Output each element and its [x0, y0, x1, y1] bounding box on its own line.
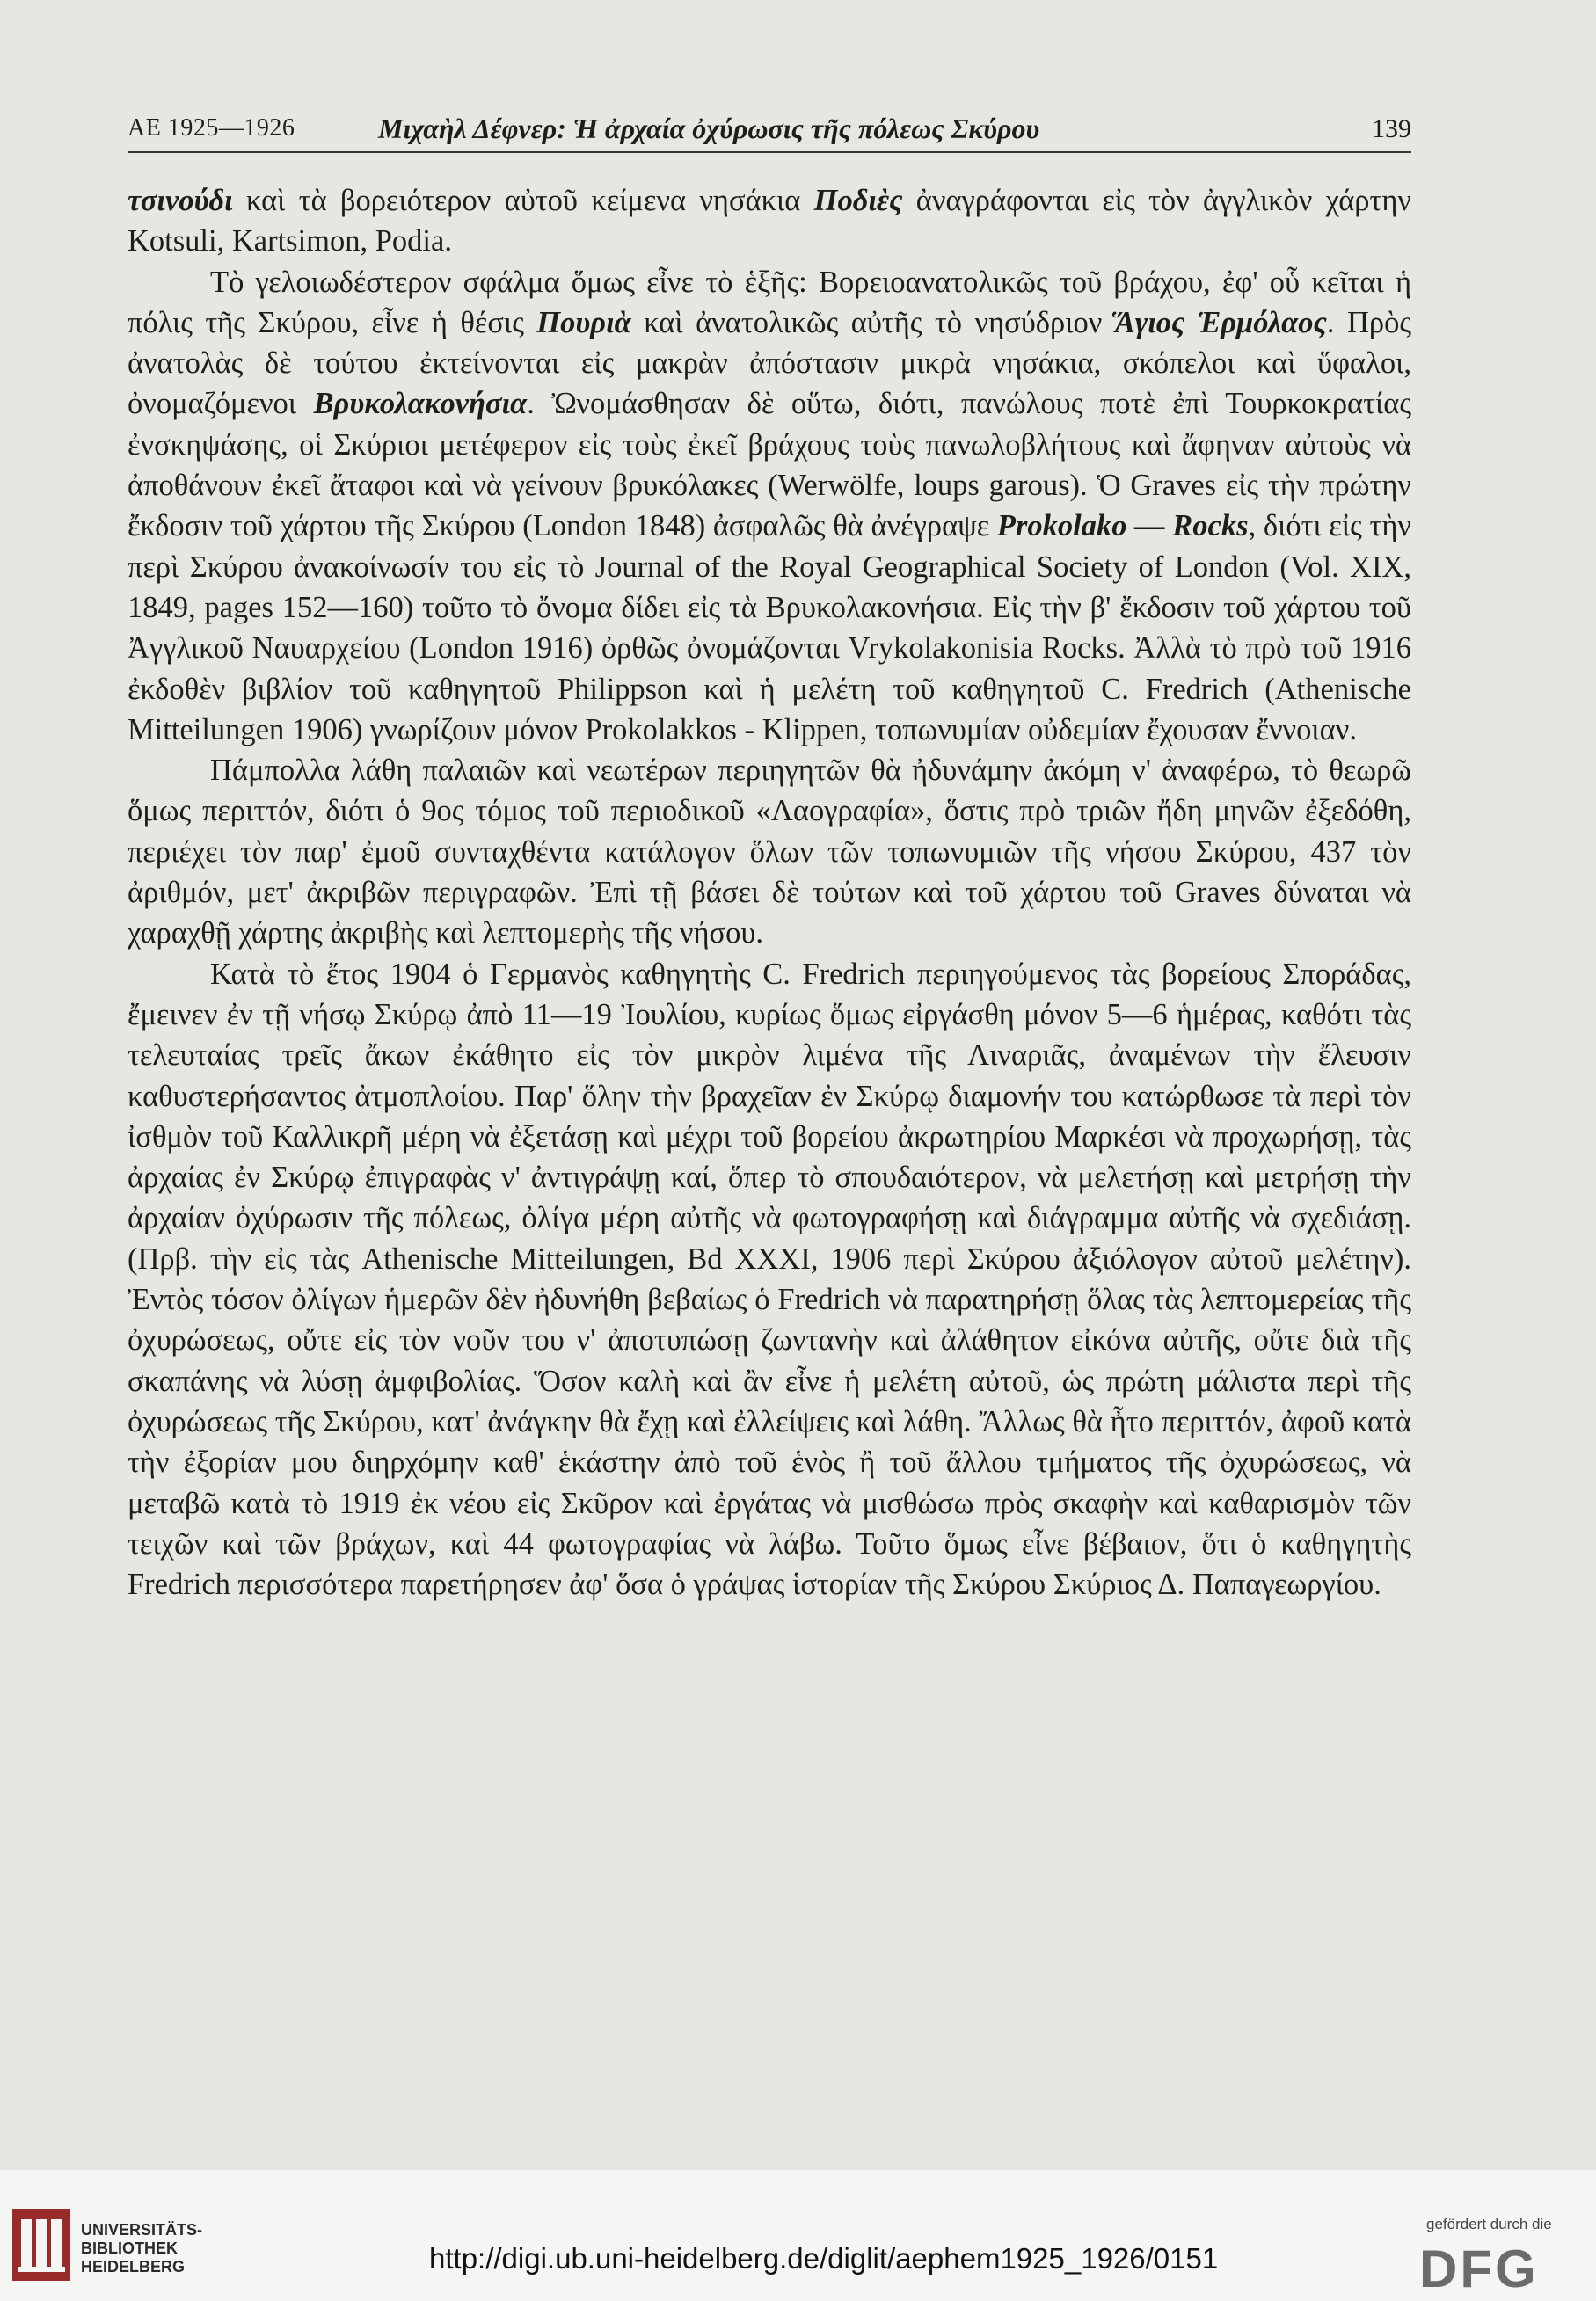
institution-line: UNIVERSITÄTS- — [81, 2221, 203, 2239]
page-number: 139 — [1372, 114, 1411, 143]
place-name: Ἅγιος Ἑρμόλαος — [1114, 305, 1327, 339]
paragraph-1 — [128, 180, 1411, 262]
text-run: καὶ ἀνατολικῶς αὐτῆς τὸ νησύδριον — [630, 305, 1115, 339]
text-run: , διότι εἰς τὴν περὶ Σκύρου ἀνακοίνωσίν του εἰς τὸ Journal of the Royal Geographical Society of London (Vol. XIX, 1849, pages 152—160) τοῦτο τὸ ὄνομα δίδει εἰς τὰ Βρυκολακονήσια. Εἰς τὴν β' ἔκδοσιν τοῦ χάρτου τοῦ Ἀγγλικοῦ Ναυαρχείου (London 1916) ὀρθῶς ὀνομάζονται Vrykolakonisia Rocks. Ἀλλὰ τὸ πρὸ τοῦ 1916 ἐκδοθὲν βιβλίον τοῦ καθηγητοῦ Philippson καὶ ἡ μελέτη τοῦ καθηγητοῦ C. Fredrich (Athenische Mitteilungen 1906) γνωρίζουν μόνον Prokolakkos - Klippen, τοπωνυμίαν οὐδεμίαν ἔχουσαν ἔννοιαν. — [128, 509, 1411, 746]
institution-line: BIBLIOTHEK — [81, 2239, 178, 2257]
place-name: τσινούδι — [128, 184, 233, 217]
dfg-logo: DFG — [1419, 2239, 1539, 2298]
text-run: Τὸ γελοιωδέστερον σφάλμα ὅμως εἶνε τὸ ἑξῆς: Βορειοανατολικῶς τοῦ βράχου, ἐφ' οὗ κεῖται ἡ πόλις τῆς Σκύρου, εἶνε ἡ θέσις — [128, 265, 1411, 339]
place-name: Prokolako — Rocks — [996, 509, 1249, 543]
paragraph-4: Κατὰ τὸ ἔτος 1904 ὁ Γερμανὸς καθηγητὴς C. Fredrich περιηγούμενος τὰς βορείους Σποράδας, ἔμεινεν ἐν τῇ νήσῳ Σκύρῳ ἀπὸ 11—19 Ἰουλίου, κυρίως ὅμως εἰργάσθη μόνον 5—6 ἡμέρας, καθότι τὰς τελευταίας τρεῖς ἄκων ἐκάθητο εἰς τὸν μικρὸν λιμένα τῆς Λιναριᾶς, ἀναμένων τὴν ἔλευσιν καθυστερήσαντος ἀτμοπλοίου. Παρ' ὅλην τὴν βραχεῖαν ἐν Σκύρῳ διαμονήν του κατώρθωσε τὰ περὶ τὸν ἰσθμὸν τοῦ Καλλικρῆ μέρη νὰ ἐξετάσῃ καὶ μέχρι τοῦ βορείου ἀκρωτηρίου Μαρκέσι νὰ προχωρήσῃ, τὰς ἀρχαίας ἐν Σκύρῳ ἐπιγραφὰς ν' ἀντιγράψῃ καί, ὅπερ τὸ σπουδαιότερον, νὰ μελετήσῃ καὶ μετρήσῃ τὴν ἀρχαίαν ὀχύρωσιν τῆς πόλεως, ὀλίγα μέρη αὐτῆς νὰ φωτογραφήσῃ καὶ διάγραμμα αὐτῆς νὰ σχεδιάσῃ. (Πρβ. τὴν εἰς τὰς Athenische Mitteilungen, Bd XXXI, 1906 περὶ Σκύρου ἀξιόλογον αὐτοῦ μελέτην). Ἐντὸς τόσον ὀλίγων ἡμερῶν δὲν ἠδυνήθη βεβαίως ὁ Fredrich νὰ παρατηρήσῃ ὅλας τὰς λεπτομερείας τῆς ὀχυρώσεως, οὔτε εἰς τὸν νοῦν του ν' ἀποτυπώσῃ ζωντανὴν καὶ ἀλάθητον εἰκόνα αὐτῆς, οὔτε διὰ τῆς σκαπάνης νὰ λύσῃ ἀμφιβολίας. Ὅσον καλὴ καὶ ἂν εἶνε ἡ μελέτη αὐτοῦ, ὡς πρώτη μάλιστα περὶ τῆς ὀχυρώσεως τῆς Σκύρου, κατ' ἀνάγκην θὰ ἔχῃ καὶ ἐλλείψεις καὶ λάθη. Ἄλλως θὰ ἦτο περιττόν, ἀφοῦ κατὰ τὴν ἐξορίαν μου διηρχόμην καθ' ἑκάστην ἀπὸ τοῦ ἑνὸς ἢ τοῦ ἄλλου τμήματος τῆς ὀχυρώσεως, νὰ μεταβῶ κατὰ τὸ 1919 ἐκ νέου εἰς Σκῦρον καὶ ἐργάτας νὰ μισθώσω πρὸς σκαφὴν καὶ καθαρισμὸν τῶν τειχῶν καὶ τῶν βράχων, καὶ 44 φωτογραφίας νὰ λάβω. Τοῦτο ὅμως εἶνε βέβαιον, ὅτι ὁ καθηγητὴς Fredrich περισσότερα παρετήρησεν ἀφ' ὅσα ὁ γράψας ἱστορίαν τῆς Σκύρου Σκύριος Δ. Παπαγεωργίου. — [128, 957, 1411, 1602]
place-name: Ποδιὲς — [813, 184, 903, 217]
place-name: Πουριὰ — [536, 305, 631, 339]
funding-caption: gefördert durch die — [1426, 2216, 1552, 2232]
permalink[interactable]: http://digi.ub.uni-heidelberg.de/diglit/aephem1925_1926/0151 — [429, 2242, 1219, 2275]
digitization-footer — [0, 2170, 1596, 2301]
text-run: καὶ τὰ βορειότερον αὐτοῦ κείμενα νησάκια — [232, 184, 814, 217]
text-run: . Πρὸς ἀνατολὰς δὲ τούτου ἐκτείνονται εἰς μακρὰν ἀπόστασιν μικρὰ νησάκια, σκόπελοι καὶ ὕφαλοι, ὀνομαζόμενοι — [128, 305, 1411, 421]
text-run: ἀναγράφονται εἰς τὸν ἀγγλικὸν χάρτην Kotsuli, Kartsimon, Podia. — [128, 184, 1411, 258]
journal-volume: ΑΕ 1925—1926 — [128, 114, 295, 142]
university-library-logo-icon — [12, 2209, 70, 2281]
running-title: Μιχαὴλ Δέφνερ: Ἡ ἀρχαία ὀχύρωσις τῆς πόλεως Σκύρου — [378, 113, 1040, 144]
running-header — [128, 104, 1411, 153]
text-run: . Ὠνομάσθησαν δὲ οὕτω, διότι, πανώλους ποτὲ ἐπὶ Τουρκοκρατίας ἐνσκηψάσης, οἱ Σκύριοι μετέφερον εἰς τοὺς ἐκεῖ βράχους τοὺς πανωλοβλήτους καὶ ἄφηναν αὐτοὺς νὰ ἀποθάνουν ἐκεῖ ἄταφοι καὶ νὰ γείνουν βρυκόλακες (Werwölfe, loups garous). Ὁ Graves εἰς τὴν πρώτην ἔκδοσιν τοῦ χάρτου τῆς Σκύρου (London 1848) ἀσφαλῶς θὰ ἀνέγραψε — [128, 387, 1411, 543]
paragraph-2 — [128, 262, 1411, 751]
paragraph-3: Πάμπολλα λάθη παλαιῶν καὶ νεωτέρων περιηγητῶν θὰ ἠδυνάμην ἀκόμη ν' ἀναφέρω, τὸ θεωρῶ ὅμως περιττόν, διότι ὁ 9ος τόμος τοῦ περιοδικοῦ «Λαογραφία», ὅστις πρὸ τριῶν ἤδη μηνῶν ἐξεδόθη, περιέχει τὸν παρ' ἐμοῦ συνταχθέντα κατάλογον ὅλων τῶν τοπωνυμιῶν τῆς νήσου Σκύρου, 437 τὸν ἀριθμόν, μετ' ἀκριβῶν περιγραφῶν. Ἐπὶ τῇ βάσει δὲ τούτων καὶ τοῦ χάρτου τοῦ Graves δύναται νὰ χαραχθῇ χάρτης ἀκριβὴς καὶ λεπτομερὴς τῆς νήσου. — [128, 754, 1411, 950]
institution-line: HEIDELBERG — [81, 2258, 186, 2276]
place-name: Βρυκολακονήσια — [313, 387, 528, 421]
institution-name — [81, 2221, 202, 2276]
article-body — [128, 180, 1411, 1605]
